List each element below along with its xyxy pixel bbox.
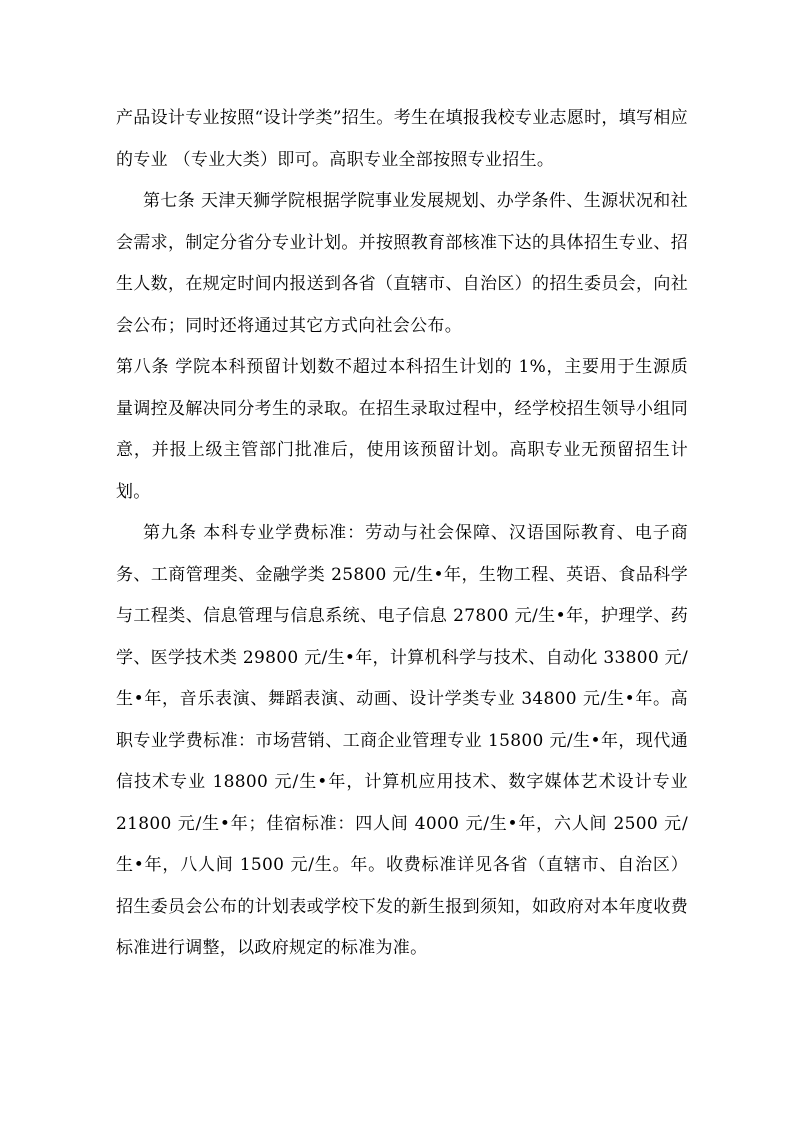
paragraph-intro-continued: 产品设计专业按照“设计学类”招生。考生在填报我校专业志愿时，填写相应的专业 （专业大类）即可。高职专业全部按照专业招生。 xyxy=(116,108,688,170)
paragraph-article-9: 第九条 本科专业学费标准：劳动与社会保障、汉语国际教育、电子商务、工商管理类、金融学类 25800 元/生•年，生物工程、英语、食品科学与工程类、信息管理与信息系统、电子信息 27800 元/生•年，护理学、药学、医学技术类 29800 元/生•年，计算机科学与技术、自动化 33800 元/生•年，音乐表演、舞蹈表演、动画、设计学类专业 34800 元/生•年。高职专业学费标准：市场营销、工商企业管理专业 15800 元/生•年，现代通信技术专业 18800 元/生•年，计算机应用技术、数字媒体艺术设计专业 21800 元/生•年；佳宿标准：四人间 4000 元/生•年，六人间 2500 元/生•年，八人间 1500 元/生。年。收费标准详见各省（直辖市、自治区）招生委员会公布的计划表或学校下发的新生报到须知，如政府对本年度收费标准进行调整，以政府规定的标准为准。 xyxy=(116,523,688,958)
paragraph-article-7: 第七条 天津天狮学院根据学院事业发展规划、办学条件、生源状况和社会需求，制定分省分专业计划。并按照教育部核准下达的具体招生专业、招生人数，在规定时间内报送到各省（直辖市、自治区）的招生委员会，向社会公布；同时还将通过其它方式向社会公布。 xyxy=(116,191,688,336)
document-body xyxy=(116,98,688,970)
paragraph-article-8: 第八条 学院本科预留计划数不超过本科招生计划的 1%，主要用于生源质量调控及解决同分考生的录取。在招生录取过程中，经学校招生领导小组同意，并报上级主管部门批准后，使用该预留计划。高职专业无预留招生计划。 xyxy=(116,357,688,502)
